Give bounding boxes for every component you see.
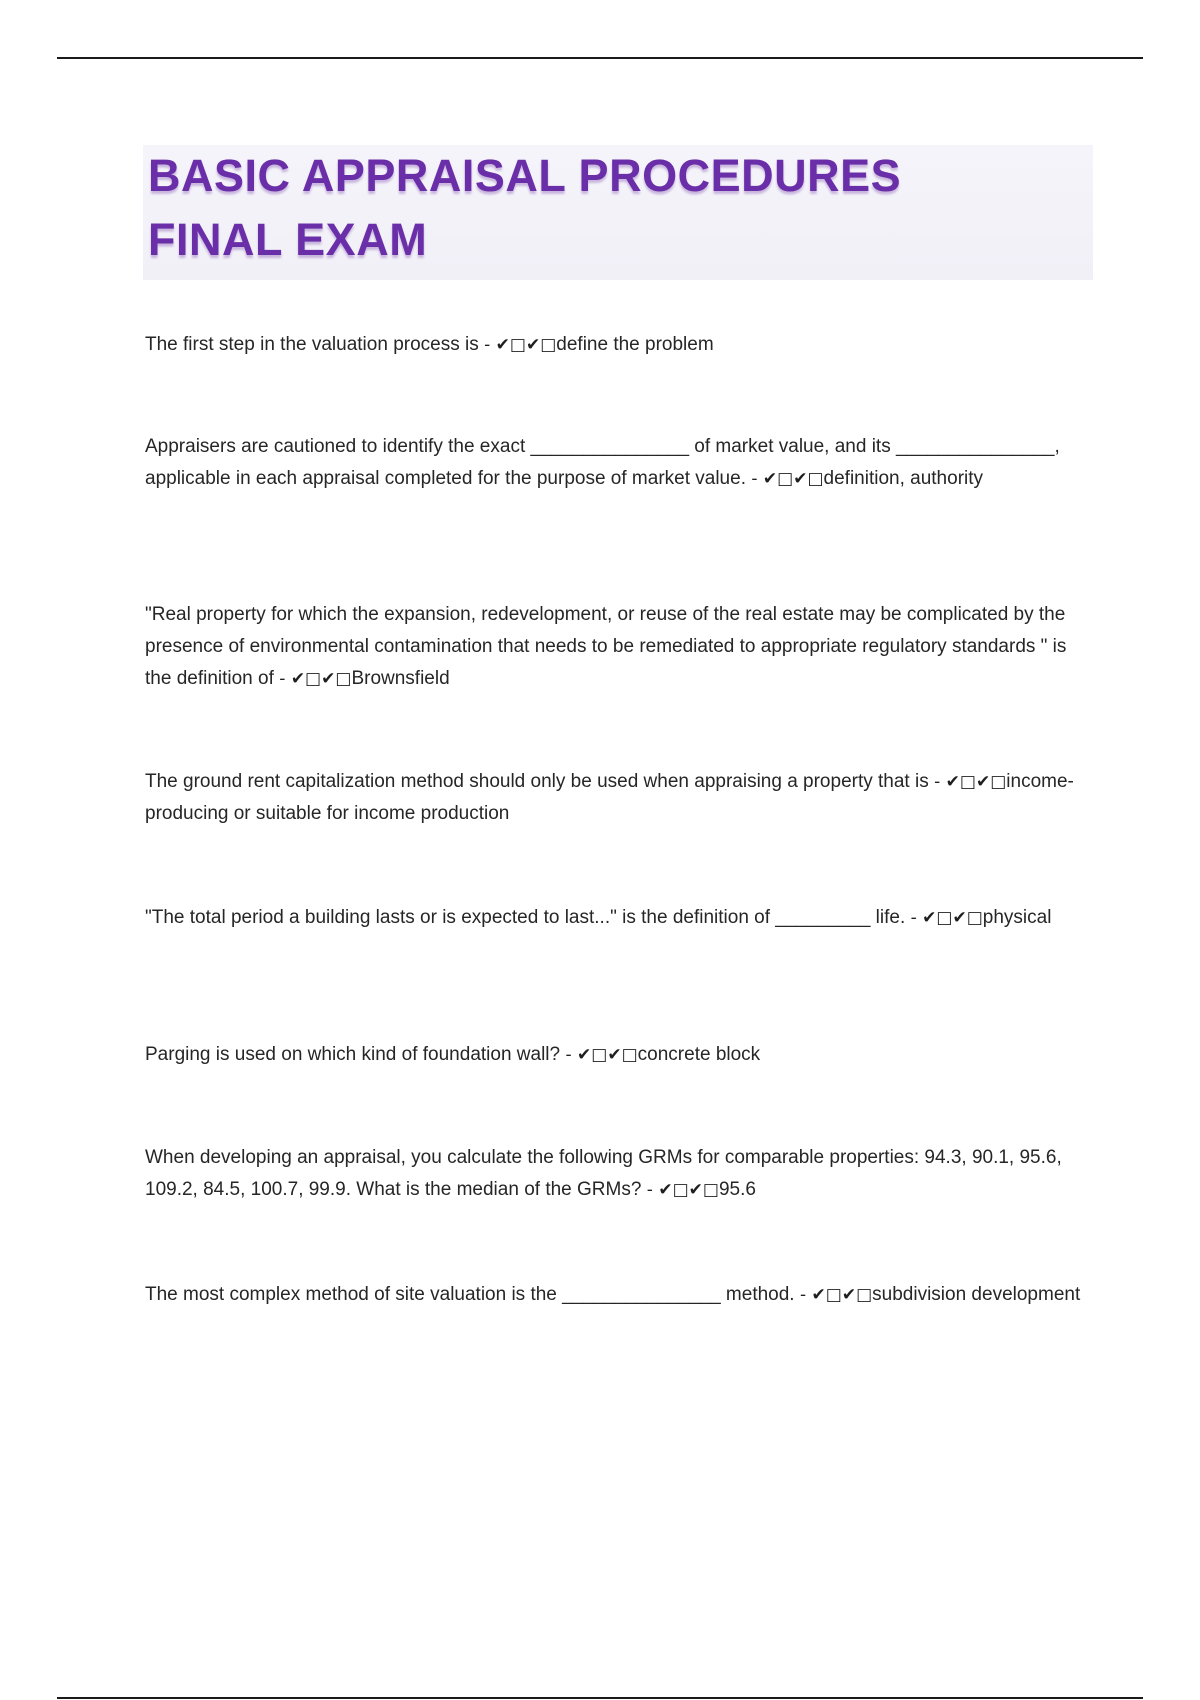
question-text: The first step in the valuation process is [145, 334, 479, 355]
question-text: Appraisers are cautioned to identify the exact _______________ of market value, and its _______________, applicable in each appraisal completed for the purpose of market value. [145, 436, 1060, 489]
qa-item [145, 599, 1095, 695]
qa-item [145, 329, 1095, 361]
question-text: "The total period a building lasts or is expected to last..." is the definition of _________ life. [145, 907, 906, 928]
qa-item [145, 766, 1095, 830]
question-text: When developing an appraisal, you calculate the following GRMs for comparable properties: 94.3, 90.1, 95.6, 109.2, 84.5, 100.7, 99.9. What is the median of the GRMs? [145, 1147, 1062, 1200]
question-text: The ground rent capitalization method should only be used when appraising a property that is [145, 771, 929, 792]
qa-item [145, 1142, 1095, 1206]
document-title-line-2: FINAL EXAM [148, 214, 428, 265]
answer-text: concrete block [637, 1044, 761, 1065]
answer-marker: - ✔□✔□ [641, 1180, 719, 1200]
question-text: "Real property for which the expansion, redevelopment, or reuse of the real estate may be complicated by the presence of environmental contamination that needs to be remediated to appropriate regulatory standards " is the definition of [145, 604, 1067, 689]
document-title-line-1: BASIC APPRAISAL PROCEDURES [148, 150, 902, 201]
footer-rule [57, 1697, 1143, 1699]
qa-item [145, 902, 1095, 934]
qa-item [145, 1279, 1095, 1311]
answer-marker: - ✔□✔□ [794, 1285, 873, 1305]
answer-marker: - ✔□✔□ [928, 772, 1007, 792]
header-rule [57, 57, 1143, 59]
answer-text: income-producing or suitable for income production [145, 771, 1074, 824]
answer-text: definition, authority [823, 468, 984, 489]
question-text: Parging is used on which kind of foundation wall? [145, 1044, 561, 1065]
qa-item [145, 1039, 1095, 1071]
answer-marker: - ✔□✔□ [273, 669, 352, 689]
answer-marker: - ✔□✔□ [905, 908, 983, 928]
answer-text: Brownsfield [351, 668, 450, 689]
answer-marker: - ✔□✔□ [560, 1045, 638, 1065]
answer-text: define the problem [556, 334, 714, 355]
answer-text: subdivision development [872, 1284, 1081, 1305]
answer-text: physical [982, 907, 1052, 928]
answer-text: 95.6 [718, 1179, 756, 1200]
qa-item [145, 431, 1095, 495]
question-text: The most complex method of site valuation is the _______________ method. [145, 1284, 795, 1305]
answer-marker: - ✔□✔□ [745, 469, 824, 489]
answer-marker: - ✔□✔□ [478, 335, 557, 355]
